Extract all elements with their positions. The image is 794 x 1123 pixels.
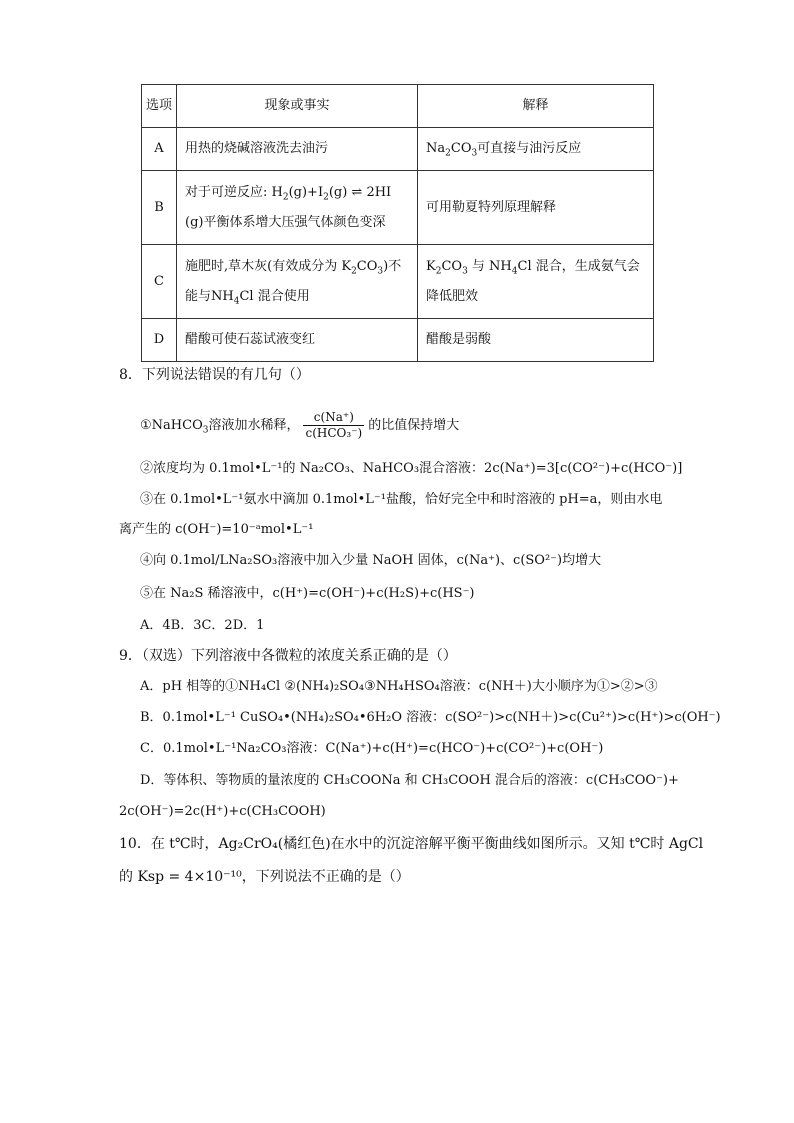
q9-option-b: B．0.1mol•L⁻¹ CuSO₄•(NH₄)₂SO₄•6H₂O 溶液：c(SO²⁻)>c(NH＋)>c(Cu²⁺)>c(H⁺)>c(OH⁻) xyxy=(140,710,721,725)
row-explanation: 醋酸是弱酸 xyxy=(418,319,654,362)
row-option: C xyxy=(142,245,177,319)
question-10-line1: 10．在 t℃时，Ag₂CrO₄(橘红色)在水中的沉淀溶解平衡平衡曲线如图所示。又知 t℃时 AgCl xyxy=(119,836,704,852)
table-header-row xyxy=(142,85,654,128)
row-explanation: 可用勒夏特列原理解释 xyxy=(418,171,654,245)
q8-statement-3-line2: 离产生的 c(OH⁻)=10⁻ᵃmol•L⁻¹ xyxy=(119,522,314,537)
table-row xyxy=(142,319,654,362)
concentration-fraction: $\frac{c(Na^+)}{\text{c(HCO₃⁻)}}$ xyxy=(305,410,363,440)
q8-statement-2: ②浓度均为 0.1mol•L⁻¹的 Na₂CO₃、NaHCO₃混合溶液：2c(Na⁺)=3[c(CO²⁻)+c(HCO⁻)] xyxy=(140,461,683,476)
q8-statement-1: ①NaHCO$_3$溶液加水稀释， $\frac{c(Na^+)}{\text{c(HCO₃⁻)}}$ 的比值保持增大 xyxy=(140,410,460,440)
row-option: A xyxy=(142,128,177,171)
q9-option-d-line2: 2c(OH⁻)=2c(H⁺)+c(CH₃COOH) xyxy=(119,804,326,819)
row-fact: 对于可逆反应: $H_2(g)+I_2(g)$ ⇌ 2HI (g)平衡体系增大压强气体颜色变深 xyxy=(177,171,418,245)
question-9-title: 9．（双选）下列溶液中各微粒的浓度关系正确的是（） xyxy=(119,648,457,664)
q8-statement-3-line1: ③在 0.1mol•L⁻¹氨水中滴加 0.1mol•L⁻¹盐酸，恰好完全中和时溶液的 pH=a，则由水电 xyxy=(140,492,663,507)
table-row xyxy=(142,171,654,245)
header-option: 选项 xyxy=(142,85,177,128)
row-explanation: $K_2CO_3$ 与 $NH_4Cl$ 混合，生成氨气会 降低肥效 xyxy=(418,245,654,319)
row-fact: 醋酸可使石蕊试液变红 xyxy=(177,319,418,362)
q8-statement-5: ⑤在 Na₂S 稀溶液中，c(H⁺)=c(OH⁻)+c(H₂S)+c(HS⁻) xyxy=(140,586,475,601)
q8-statement-4: ④向 0.1mol/LNa₂SO₃溶液中加入少量 NaOH 固体，c(Na⁺)、c(SO²⁻)均增大 xyxy=(140,553,602,568)
row-option: B xyxy=(142,171,177,245)
q9-option-c: C．0.1mol•L⁻¹Na₂CO₃溶液：C(Na⁺)+c(H⁺)=c(HCO⁻)+c(CO²⁻)+c(OH⁻) xyxy=(140,741,604,756)
q9-option-d-line1: D．等体积、等物质的量浓度的 CH₃COONa 和 CH₃COOH 混合后的溶液：c(CH₃COO⁻)+ xyxy=(140,773,679,788)
header-fact: 现象或事实 xyxy=(177,85,418,128)
table-row xyxy=(142,128,654,171)
row-explanation: $Na_2CO_3$可直接与油污反应 xyxy=(418,128,654,171)
table-row xyxy=(142,245,654,319)
row-fact: 施肥时,草木灰(有效成分为 $K_2CO_3$)不 能与$NH_4Cl$ 混合使用 xyxy=(177,245,418,319)
question-10-line2: 的 Ksp = 4×10⁻¹⁰，下列说法不正确的是（） xyxy=(119,869,410,885)
row-option: D xyxy=(142,319,177,362)
question-8-title: 8．下列说法错误的有几句（） xyxy=(119,367,310,383)
options-table xyxy=(141,84,654,362)
q9-option-a: A．pH 相等的①NH₄Cl ②(NH₄)₂SO₄③NH₄HSO₄溶液：c(NH＋)大小顺序为①>②>③ xyxy=(140,679,658,694)
header-explanation: 解释 xyxy=(418,85,654,128)
row-fact: 用热的烧碱溶液洗去油污 xyxy=(177,128,418,171)
q8-choices: A．4B．3C．2D．1 xyxy=(140,618,265,633)
